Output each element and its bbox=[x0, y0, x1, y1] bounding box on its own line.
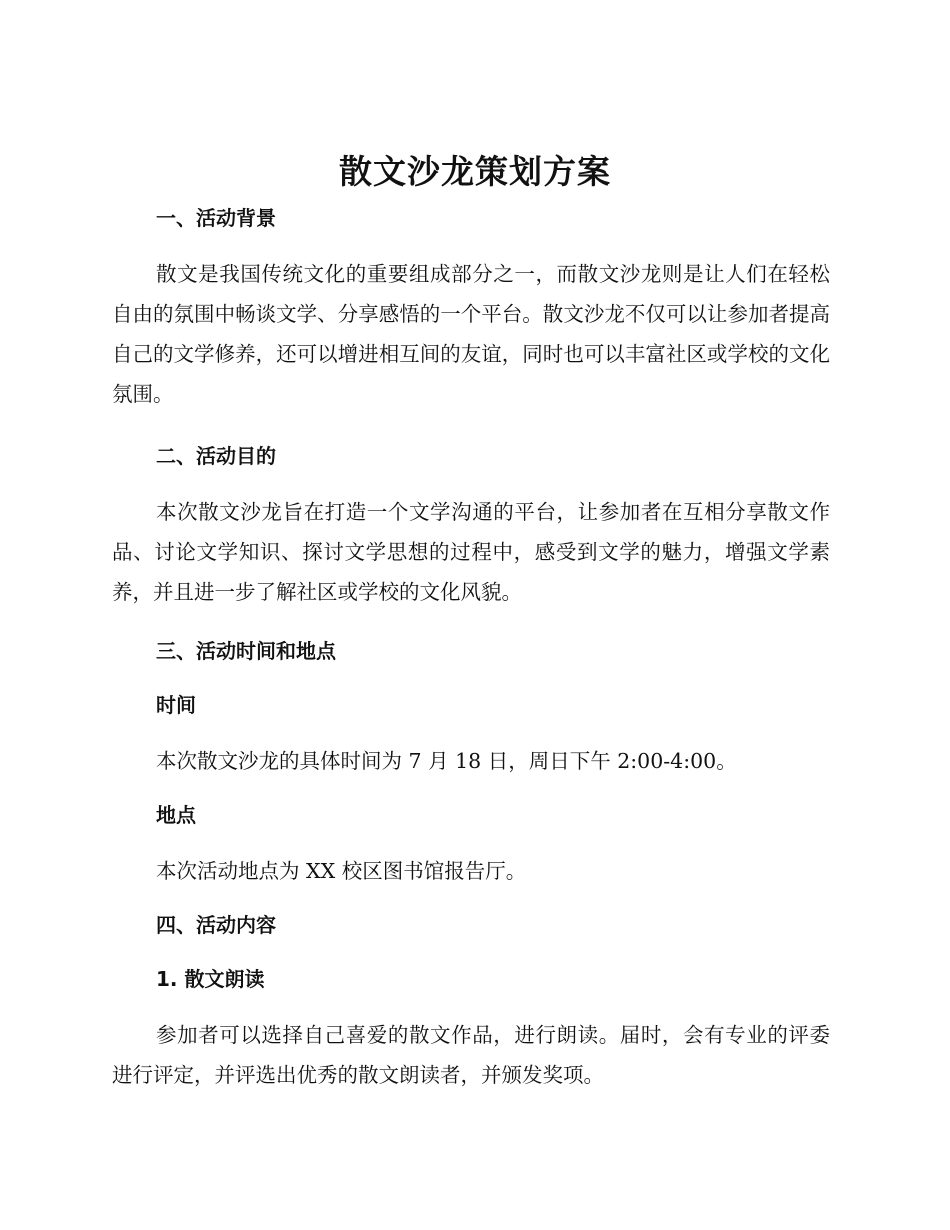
paragraph-time: 本次散文沙龙的具体时间为 7 月 18 日，周日下午 2:00-4:00。 bbox=[156, 749, 737, 773]
subheading-reading: 1. 散文朗读 bbox=[156, 967, 265, 991]
paragraph-reading: 参加者可以选择自己喜爱的散文作品，进行朗读。届时，会有专业的评委进行评定，并评选出优秀的散文朗读者，并颁发奖项。 bbox=[112, 1023, 830, 1087]
section-heading-content: 四、活动内容 bbox=[156, 913, 276, 937]
section-heading-purpose: 二、活动目的 bbox=[156, 444, 276, 468]
subheading-time: 时间 bbox=[156, 693, 196, 717]
section-heading-background: 一、活动背景 bbox=[156, 206, 276, 230]
section-heading-time-place: 三、活动时间和地点 bbox=[156, 639, 336, 663]
paragraph-background: 散文是我国传统文化的重要组成部分之一，而散文沙龙则是让人们在轻松自由的氛围中畅谈文学、分享感悟的一个平台。散文沙龙不仅可以让参加者提高自己的文学修养，还可以增进相互间的友谊，同时也可以丰富社区或学校的文化氛围。 bbox=[112, 262, 830, 406]
paragraph-purpose: 本次散文沙龙旨在打造一个文学沟通的平台，让参加者在互相分享散文作品、讨论文学知识、探讨文学思想的过程中，感受到文学的魅力，增强文学素养，并且进一步了解社区或学校的文化风貌。 bbox=[112, 500, 830, 604]
document-title: 散文沙龙策划方案 bbox=[339, 152, 611, 191]
subheading-place: 地点 bbox=[156, 803, 196, 827]
paragraph-place: 本次活动地点为 XX 校区图书馆报告厅。 bbox=[156, 859, 527, 883]
